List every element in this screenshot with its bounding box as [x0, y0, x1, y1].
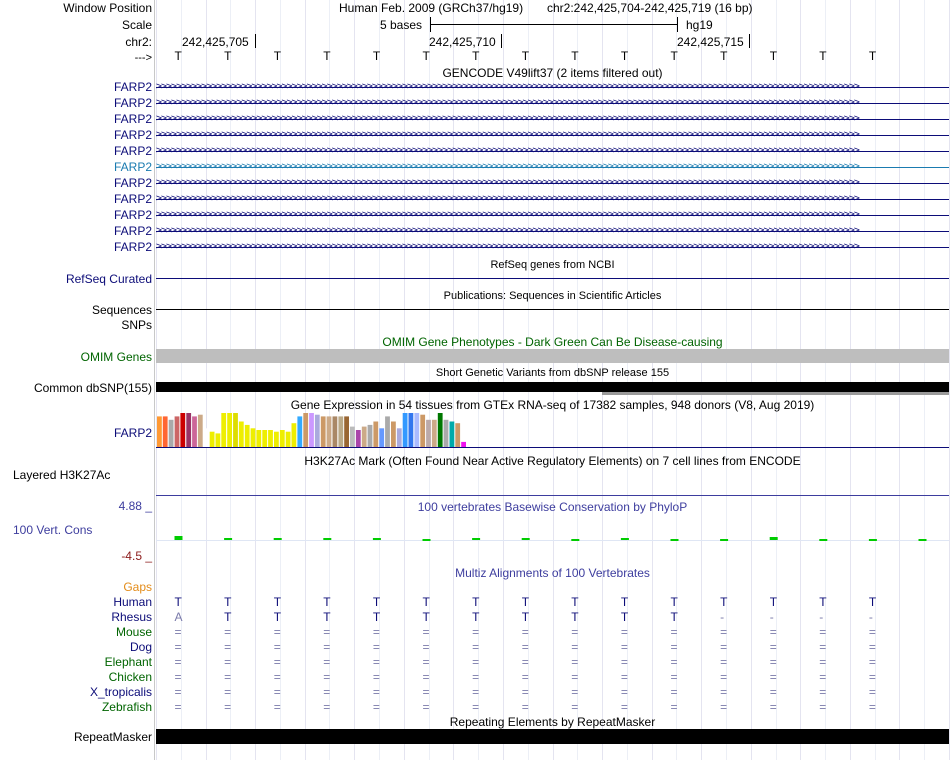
base-letter: T: [819, 49, 827, 63]
dbsnp-label[interactable]: Common dbSNP(155): [33, 381, 152, 395]
phylop-score-bar: [522, 538, 530, 540]
multiz-base: =: [620, 640, 628, 654]
base-letter: T: [868, 49, 877, 63]
scale-label: Scale: [121, 18, 152, 32]
multiz-base: =: [422, 670, 430, 684]
multiz-base: =: [670, 655, 678, 669]
gencode-item-label[interactable]: FARP2: [113, 144, 152, 158]
multiz-base: =: [868, 670, 876, 684]
base-letter: T: [323, 49, 331, 63]
multiz-base: T: [620, 595, 629, 609]
coord-label: 242,425,710: [429, 35, 496, 49]
gencode-item-label[interactable]: FARP2: [113, 192, 152, 206]
multiz-base: -: [868, 610, 873, 624]
assembly-text: Human Feb. 2009 (GRCh37/hg19): [339, 1, 524, 15]
phylop-score-bar: [720, 539, 728, 541]
multiz-base: =: [273, 625, 281, 639]
multiz-species-label[interactable]: Elephant: [104, 655, 152, 669]
multiz-base: =: [769, 625, 777, 639]
multiz-base: =: [819, 685, 827, 699]
multiz-base: =: [819, 640, 827, 654]
gencode-title: GENCODE V49lift37 (2 items filtered out): [442, 66, 663, 80]
multiz-base: T: [323, 610, 331, 624]
multiz-base: =: [372, 655, 380, 669]
multiz-base: =: [472, 655, 480, 669]
multiz-base: =: [819, 700, 827, 714]
multiz-base: =: [521, 700, 529, 714]
base-letter: T: [720, 49, 728, 63]
phylop-score-bar: [323, 538, 331, 540]
multiz-base: =: [620, 670, 628, 684]
gencode-item-label[interactable]: FARP2: [113, 208, 152, 222]
multiz-base: =: [273, 655, 281, 669]
multiz-base: =: [720, 640, 728, 654]
phylop-score-bar: [373, 538, 381, 540]
multiz-base: =: [521, 640, 529, 654]
multiz-base: =: [571, 700, 579, 714]
gencode-item-label[interactable]: FARP2: [113, 224, 152, 238]
sequences-title: Publications: Sequences in Scientific Articles: [443, 290, 662, 302]
multiz-base: =: [273, 685, 281, 699]
multiz-base: =: [769, 685, 777, 699]
phylop-score-bar: [274, 538, 282, 540]
base-letter: T: [571, 49, 579, 63]
multiz-base: T: [224, 610, 232, 624]
multiz-base: =: [868, 640, 876, 654]
phylop-score-bar: [472, 538, 480, 540]
multiz-base: T: [670, 610, 678, 624]
gtex-label[interactable]: FARP2: [113, 426, 152, 440]
multiz-base: =: [571, 640, 579, 654]
multiz-base: =: [372, 640, 380, 654]
multiz-base: =: [720, 685, 728, 699]
gencode-transcript[interactable]: >>>>>>>>>>>>>>>>>>>>>>>>>>>>>>>>>>>>>>>>>>>>>>>>>>>>>>>>>>>>>>>>>>>>>>>>>>>>>>>>>>>>>>>>>>>>>>>>>>>>>>>>>>>>>>>>>>>>>>>>>>>>>>>>>>>>>>>>>>>>: [156, 225, 949, 237]
multiz-base: -: [720, 610, 725, 624]
multiz-base: =: [422, 625, 430, 639]
multiz-base: =: [769, 700, 777, 714]
multiz-base: T: [224, 595, 232, 609]
multiz-base: =: [174, 625, 182, 639]
multiz-base: T: [620, 610, 629, 624]
multiz-base: T: [323, 595, 331, 609]
multiz-base: T: [769, 595, 778, 609]
h3k27ac-label[interactable]: Layered H3K27Ac: [13, 468, 111, 482]
multiz-base: =: [224, 700, 232, 714]
multiz-species-label[interactable]: Human: [113, 595, 152, 609]
multiz-base: =: [323, 655, 331, 669]
multiz-base: =: [571, 670, 579, 684]
gencode-item-label[interactable]: FARP2: [113, 96, 152, 110]
multiz-base: =: [323, 670, 331, 684]
gencode-transcript[interactable]: >>>>>>>>>>>>>>>>>>>>>>>>>>>>>>>>>>>>>>>>>>>>>>>>>>>>>>>>>>>>>>>>>>>>>>>>>>>>>>>>>>>>>>>>>>>>>>>>>>>>>>>>>>>>>>>>>>>>>>>>>>>>>>>>>>>>>>>>>>>>: [156, 81, 949, 93]
multiz-base: T: [472, 610, 480, 624]
multiz-base: =: [422, 640, 430, 654]
multiz-base: =: [720, 625, 728, 639]
multiz-base: =: [224, 625, 232, 639]
phylop-score-bar: [671, 539, 679, 541]
multiz-base: =: [372, 670, 380, 684]
snps-label[interactable]: SNPs: [121, 318, 152, 332]
phylop-ymax: 4.88 _: [118, 499, 152, 513]
sequences-label[interactable]: Sequences: [91, 303, 152, 317]
multiz-base: T: [422, 610, 430, 624]
strand-label: --->: [134, 52, 152, 64]
multiz-base: =: [472, 640, 480, 654]
scale-text: 5 bases: [380, 18, 423, 32]
multiz-base: =: [720, 670, 728, 684]
multiz-base: =: [819, 655, 827, 669]
multiz-base: =: [620, 700, 628, 714]
multiz-base: T: [819, 595, 827, 609]
multiz-base: =: [472, 685, 480, 699]
multiz-base: =: [372, 625, 380, 639]
phylop-score-bar: [571, 539, 579, 541]
base-letter: T: [372, 49, 381, 63]
base-letter: T: [670, 49, 678, 63]
repeatmasker-bar[interactable]: [156, 729, 949, 744]
multiz-base: T: [571, 595, 579, 609]
multiz-base: =: [323, 700, 331, 714]
phylop-title: 100 vertebrates Basewise Conservation by PhyloP: [417, 500, 688, 514]
multiz-base: =: [670, 685, 678, 699]
multiz-base: =: [521, 685, 529, 699]
gencode-item-label[interactable]: FARP2: [113, 128, 152, 142]
multiz-base: T: [472, 595, 480, 609]
base-letter: T: [273, 49, 282, 63]
window-position-label: Window Position: [63, 1, 152, 15]
multiz-base: =: [323, 625, 331, 639]
multiz-title: Multiz Alignments of 100 Vertebrates: [455, 566, 650, 580]
gencode-transcript[interactable]: >>>>>>>>>>>>>>>>>>>>>>>>>>>>>>>>>>>>>>>>>>>>>>>>>>>>>>>>>>>>>>>>>>>>>>>>>>>>>>>>>>>>>>>>>>>>>>>>>>>>>>>>>>>>>>>>>>>>>>>>>>>>>>>>>>>>>>>>>>>>: [156, 241, 949, 253]
multiz-base: =: [720, 700, 728, 714]
multiz-base: =: [422, 655, 430, 669]
gencode-transcript[interactable]: >>>>>>>>>>>>>>>>>>>>>>>>>>>>>>>>>>>>>>>>>>>>>>>>>>>>>>>>>>>>>>>>>>>>>>>>>>>>>>>>>>>>>>>>>>>>>>>>>>>>>>>>>>>>>>>>>>>>>>>>>>>>>>>>>>>>>>>>>>>>: [156, 161, 949, 173]
dbsnp-title: Short Genetic Variants from dbSNP release 155: [435, 367, 670, 379]
gtex-title: Gene Expression in 54 tissues from GTEx RNA-seq of 17382 samples, 948 donors (V8, Aug 2019): [290, 398, 815, 412]
phylop-score-bar: [175, 536, 183, 540]
omim-title: OMIM Gene Phenotypes - Dark Green Can Be Disease-causing: [382, 335, 723, 349]
multiz-base: =: [571, 655, 579, 669]
multiz-base: =: [868, 685, 876, 699]
multiz-base: =: [472, 670, 480, 684]
multiz-base: =: [670, 700, 678, 714]
multiz-base: =: [174, 640, 182, 654]
gaps-label[interactable]: Gaps: [123, 580, 152, 594]
gencode-item-label[interactable]: FARP2: [113, 80, 152, 94]
multiz-base: =: [868, 655, 876, 669]
multiz-base: =: [868, 625, 876, 639]
multiz-base: T: [273, 610, 282, 624]
multiz-base: =: [273, 700, 281, 714]
refseq-label[interactable]: RefSeq Curated: [65, 272, 152, 286]
phylop-score-bar: [819, 539, 827, 541]
multiz-base: =: [174, 700, 182, 714]
multiz-base: =: [323, 685, 331, 699]
multiz-species-label[interactable]: Chicken: [108, 670, 152, 684]
repeatmasker-title: Repeating Elements by RepeatMasker: [449, 715, 656, 729]
coord-label: 242,425,705: [182, 35, 249, 49]
multiz-base: =: [224, 640, 232, 654]
multiz-base: T: [521, 610, 530, 624]
chrom-label: chr2:: [125, 35, 152, 49]
multiz-base: =: [620, 655, 628, 669]
multiz-base: =: [472, 700, 480, 714]
multiz-base: =: [670, 640, 678, 654]
multiz-base: =: [422, 685, 430, 699]
base-letter: T: [620, 49, 629, 63]
omim-label[interactable]: OMIM Genes: [80, 350, 152, 364]
multiz-species-label[interactable]: Mouse: [115, 625, 152, 639]
multiz-base: T: [670, 595, 678, 609]
multiz-base: =: [769, 670, 777, 684]
position-text[interactable]: chr2:242,425,704-242,425,719 (16 bp): [547, 1, 753, 15]
multiz-base: T: [868, 595, 877, 609]
multiz-base: T: [422, 595, 430, 609]
multiz-species-label[interactable]: Zebrafish: [101, 700, 152, 714]
base-letter: T: [521, 49, 530, 63]
phylop-score-bar: [423, 539, 431, 541]
base-letter: T: [224, 49, 232, 63]
base-letter: T: [769, 49, 778, 63]
multiz-base: =: [422, 700, 430, 714]
multiz-base: -: [769, 610, 774, 624]
multiz-base: T: [174, 595, 182, 609]
multiz-base: T: [372, 610, 381, 624]
phylop-score-bar: [621, 538, 629, 540]
gencode-transcript[interactable]: >>>>>>>>>>>>>>>>>>>>>>>>>>>>>>>>>>>>>>>>>>>>>>>>>>>>>>>>>>>>>>>>>>>>>>>>>>>>>>>>>>>>>>>>>>>>>>>>>>>>>>>>>>>>>>>>>>>>>>>>>>>>>>>>>>>>>>>>>>>>: [156, 113, 949, 125]
multiz-base: =: [174, 670, 182, 684]
multiz-base: T: [571, 610, 579, 624]
gencode-transcript[interactable]: >>>>>>>>>>>>>>>>>>>>>>>>>>>>>>>>>>>>>>>>>>>>>>>>>>>>>>>>>>>>>>>>>>>>>>>>>>>>>>>>>>>>>>>>>>>>>>>>>>>>>>>>>>>>>>>>>>>>>>>>>>>>>>>>>>>>>>>>>>>>: [156, 129, 949, 141]
phylop-score-bar: [919, 539, 927, 541]
multiz-base: =: [521, 655, 529, 669]
phylop-score-bar: [869, 539, 877, 541]
multiz-base: =: [372, 700, 380, 714]
repeatmasker-label[interactable]: RepeatMasker: [73, 730, 152, 744]
gencode-transcript[interactable]: >>>>>>>>>>>>>>>>>>>>>>>>>>>>>>>>>>>>>>>>>>>>>>>>>>>>>>>>>>>>>>>>>>>>>>>>>>>>>>>>>>>>>>>>>>>>>>>>>>>>>>>>>>>>>>>>>>>>>>>>>>>>>>>>>>>>>>>>>>>>: [156, 209, 949, 221]
multiz-base: =: [670, 625, 678, 639]
phylop-label[interactable]: 100 Vert. Cons: [13, 523, 93, 537]
multiz-base: T: [720, 595, 728, 609]
multiz-base: =: [868, 700, 876, 714]
multiz-base: =: [472, 625, 480, 639]
base-letter: T: [174, 49, 182, 63]
multiz-base: =: [769, 640, 777, 654]
multiz-base: T: [372, 595, 381, 609]
multiz-base: =: [224, 670, 232, 684]
multiz-base: =: [372, 685, 380, 699]
gencode-transcript[interactable]: >>>>>>>>>>>>>>>>>>>>>>>>>>>>>>>>>>>>>>>>>>>>>>>>>>>>>>>>>>>>>>>>>>>>>>>>>>>>>>>>>>>>>>>>>>>>>>>>>>>>>>>>>>>>>>>>>>>>>>>>>>>>>>>>>>>>>>>>>>>>: [156, 193, 949, 205]
multiz-base: =: [819, 625, 827, 639]
phylop-score-bar: [224, 538, 232, 540]
multiz-base: =: [720, 655, 728, 669]
multiz-base: =: [521, 625, 529, 639]
multiz-base: -: [819, 610, 824, 624]
base-letter: T: [472, 49, 480, 63]
refseq-title: RefSeq genes from NCBI: [490, 259, 615, 271]
multiz-base: A: [174, 610, 183, 624]
coord-label: 242,425,715: [677, 35, 744, 49]
phylop-score-bar: [770, 537, 778, 540]
multiz-base: =: [819, 670, 827, 684]
gencode-transcript[interactable]: >>>>>>>>>>>>>>>>>>>>>>>>>>>>>>>>>>>>>>>>>>>>>>>>>>>>>>>>>>>>>>>>>>>>>>>>>>>>>>>>>>>>>>>>>>>>>>>>>>>>>>>>>>>>>>>>>>>>>>>>>>>>>>>>>>>>>>>>>>>>: [156, 97, 949, 109]
multiz-base: =: [174, 685, 182, 699]
multiz-species-label[interactable]: Dog: [129, 640, 152, 654]
base-letter: T: [422, 49, 430, 63]
multiz-base: T: [273, 595, 282, 609]
multiz-base: =: [273, 640, 281, 654]
multiz-species-label[interactable]: Rhesus: [111, 610, 152, 624]
gencode-item-label[interactable]: FARP2: [113, 176, 152, 190]
gencode-transcript[interactable]: >>>>>>>>>>>>>>>>>>>>>>>>>>>>>>>>>>>>>>>>>>>>>>>>>>>>>>>>>>>>>>>>>>>>>>>>>>>>>>>>>>>>>>>>>>>>>>>>>>>>>>>>>>>>>>>>>>>>>>>>>>>>>>>>>>>>>>>>>>>>: [156, 145, 949, 157]
multiz-base: =: [323, 640, 331, 654]
phylop-ymin: -4.5 _: [121, 549, 152, 563]
gencode-transcript[interactable]: >>>>>>>>>>>>>>>>>>>>>>>>>>>>>>>>>>>>>>>>>>>>>>>>>>>>>>>>>>>>>>>>>>>>>>>>>>>>>>>>>>>>>>>>>>>>>>>>>>>>>>>>>>>>>>>>>>>>>>>>>>>>>>>>>>>>>>>>>>>>: [156, 177, 949, 189]
multiz-base: =: [224, 685, 232, 699]
h3k27ac-title: H3K27Ac Mark (Often Found Near Active Regulatory Elements) on 7 cell lines from ENCODE: [304, 454, 801, 468]
multiz-base: T: [521, 595, 530, 609]
multiz-base: =: [273, 670, 281, 684]
multiz-species-label[interactable]: X_tropicalis: [89, 685, 152, 699]
multiz-base: =: [620, 685, 628, 699]
multiz-base: =: [571, 625, 579, 639]
multiz-base: =: [521, 670, 529, 684]
multiz-base: =: [174, 655, 182, 669]
multiz-base: =: [769, 655, 777, 669]
gencode-item-label[interactable]: FARP2: [113, 240, 152, 254]
gencode-item-label[interactable]: FARP2: [113, 112, 152, 126]
multiz-base: =: [224, 655, 232, 669]
multiz-base: =: [670, 670, 678, 684]
multiz-base: =: [571, 685, 579, 699]
gencode-item-label[interactable]: FARP2: [113, 160, 152, 174]
build-text: hg19: [686, 18, 713, 32]
multiz-base: =: [620, 625, 628, 639]
